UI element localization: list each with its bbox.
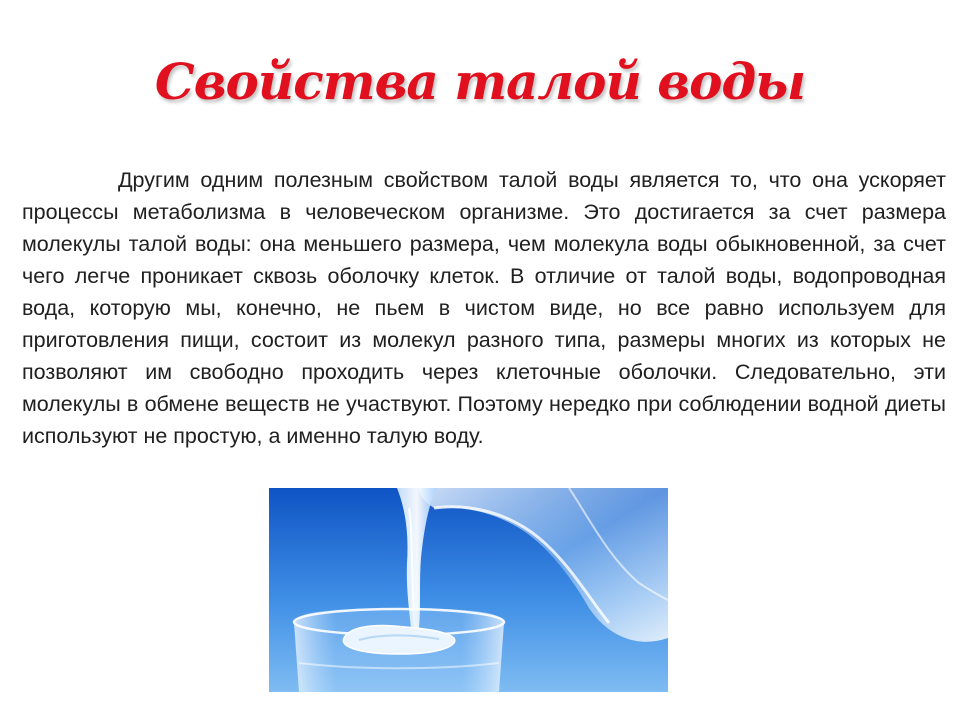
- slide-title: Свойства талой воды: [154, 52, 806, 111]
- water-glass-illustration: [269, 488, 668, 692]
- body-paragraph: Другим одним полезным свойством талой воды является то, что она ускоряет процессы метаболизма в человеческом организме. Это достигается за счет размера молекулы талой воды: она меньшего размера, чем молекула воды обыкновенной, за счет чего легче проникает сквозь оболочку клеток. В отличие от талой воды, водопроводная вода, которую мы, конечно, не пьем в чистом виде, но все равно используем для приготовления пищи, состоит из молекул разного типа, размеры многих из которых не позволяют им свободно проходить через клеточные оболочки. Следовательно, эти молекулы в обмене веществ не участвуют. Поэтому нередко при соблюдении водной диеты используют не простую, а именно талую воду.: [22, 168, 946, 448]
- water-pouring-photo: [269, 488, 668, 692]
